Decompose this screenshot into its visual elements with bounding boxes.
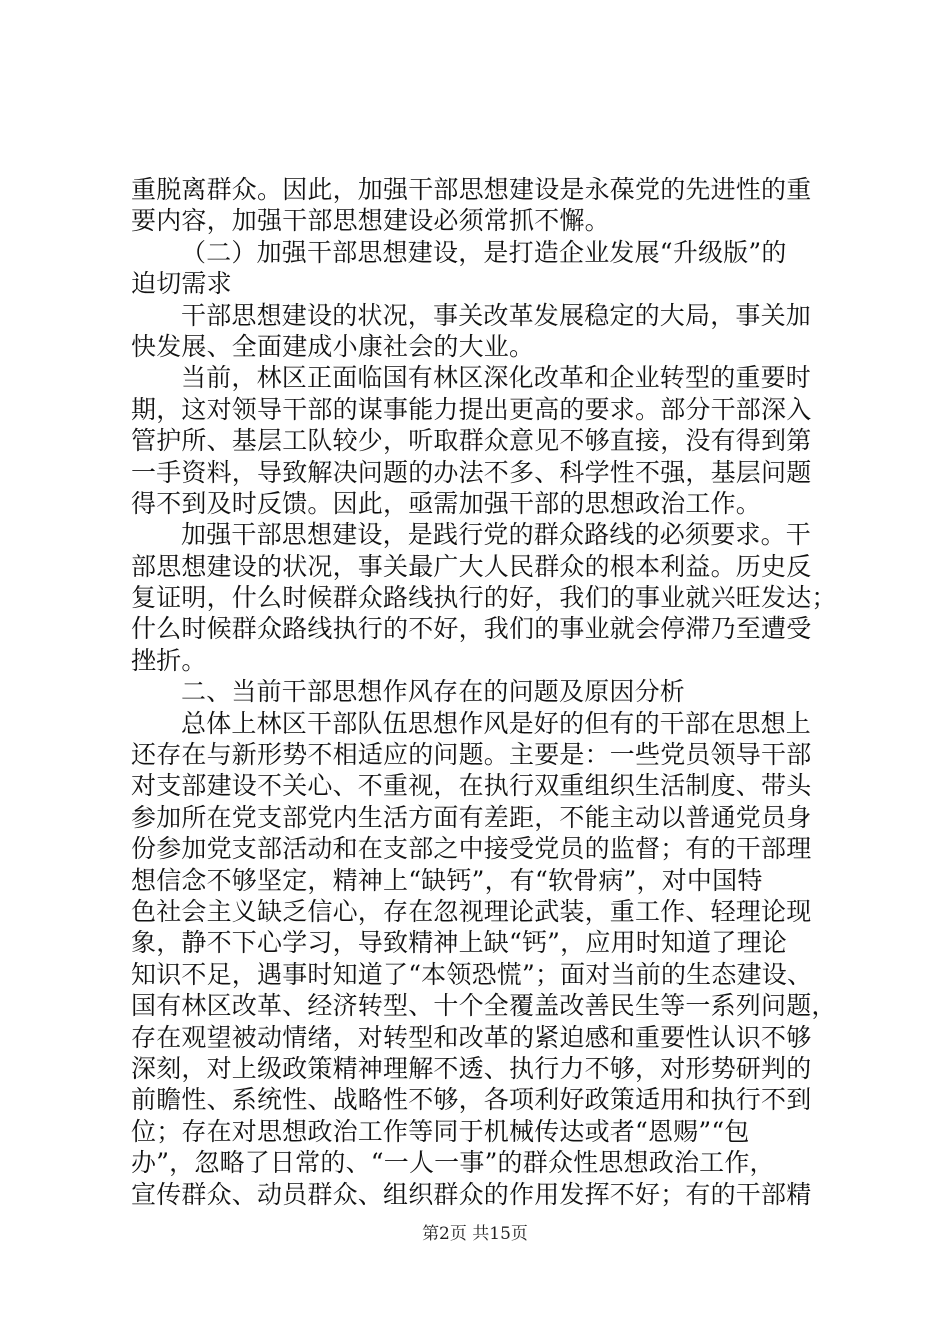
text-line: 迫切需求 <box>131 269 232 299</box>
text-line: 要内容，加强干部思想建设必须常抓不懈。 <box>131 206 610 236</box>
text-line: （二）加强干部思想建设，是打造企业发展“升级版”的 <box>181 237 787 267</box>
document-body <box>131 174 837 1210</box>
text-line: 知识不足，遇事时知道了“本领恐慌”；面对当前的生态建设、 <box>131 959 813 989</box>
text-line: 管护所、基层工队较少，听取群众意见不够直接，没有得到第 <box>131 426 812 456</box>
text-line: 参加所在党支部党内生活方面有差距，不能主动以普通党员身 <box>131 802 812 832</box>
text-line: 位；存在对思想政治工作等同于机械传达或者“恩赐”“包 <box>131 1116 750 1146</box>
text-line: 份参加党支部活动和在支部之中接受党员的监督；有的干部理 <box>131 834 812 864</box>
text-line: 部思想建设的状况，事关最广大人民群众的根本利益。历史反 <box>131 551 812 581</box>
page-number: 第2页 共15页 <box>422 1224 528 1244</box>
text-line: 深刻，对上级政策精神理解不透、执行力不够，对形势研判的 <box>131 1053 812 1083</box>
text-line: 期，这对领导干部的谋事能力提出更高的要求。部分干部深入 <box>131 394 812 424</box>
text-line: 想信念不够坚定，精神上“缺钙”，有“软骨病”，对中国特 <box>131 865 763 895</box>
text-line: 办”，忽略了日常的、“一人一事”的群众性思想政治工作， <box>131 1148 775 1178</box>
text-line: 国有林区改革、经济转型、十个全覆盖改善民生等一系列问题， <box>131 991 837 1021</box>
text-line: 二、当前干部思想作风存在的问题及原因分析 <box>181 677 686 707</box>
text-line: 加强干部思想建设，是践行党的群众路线的必须要求。干 <box>181 520 812 550</box>
text-line: 象，静不下心学习，导致精神上缺“钙”，应用时知道了理论 <box>131 928 787 958</box>
text-line: 一手资料，导致解决问题的办法不多、科学性不强，基层问题 <box>131 457 812 487</box>
text-line: 重脱离群众。因此，加强干部思想建设是永葆党的先进性的重 <box>131 175 812 204</box>
text-line: 色社会主义缺乏信心，存在忽视理论武装，重工作、轻理论现 <box>131 896 812 926</box>
text-line: 总体上林区干部队伍思想作风是好的但有的干部在思想上 <box>181 708 812 738</box>
text-line: 快发展、全面建成小康社会的大业。 <box>131 331 535 361</box>
text-line: 得不到及时反馈。因此，亟需加强干部的思想政治工作。 <box>131 488 762 518</box>
text-line: 干部思想建设的状况，事关改革发展稳定的大局，事关加 <box>181 300 812 330</box>
text-line: 什么时候群众路线执行的不好，我们的事业就会停滞乃至遭受 <box>131 614 812 644</box>
text-line: 宣传群众、动员群众、组织群众的作用发挥不好；有的干部精 <box>131 1179 812 1209</box>
text-line: 还存在与新形势不相适应的问题。主要是：一些党员领导干部 <box>131 740 812 770</box>
text-line: 存在观望被动情绪，对转型和改革的紧迫感和重要性认识不够 <box>131 1022 812 1052</box>
text-line: 挫折。 <box>131 645 207 675</box>
text-line: 对支部建设不关心、不重视，在执行双重组织生活制度、带头 <box>131 771 812 801</box>
text-line: 前瞻性、系统性、战略性不够，各项利好政策适用和执行不到 <box>131 1085 812 1115</box>
text-line: 当前，林区正面临国有林区深化改革和企业转型的重要时 <box>181 363 812 393</box>
text-line: 复证明，什么时候群众路线执行的好，我们的事业就兴旺发达； <box>131 583 837 613</box>
